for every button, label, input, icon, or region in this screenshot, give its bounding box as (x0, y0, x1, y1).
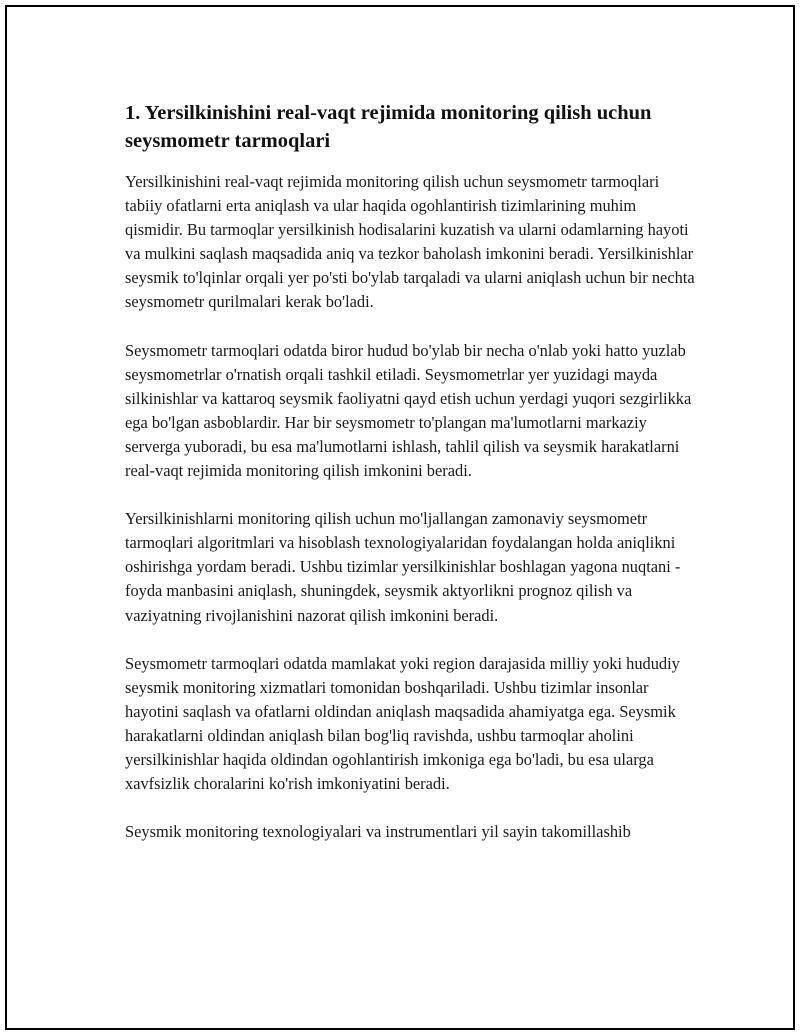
section-heading: 1. Yersilkinishini real-vaqt rejimida monitoring qilish uchun seysmometr tarmoqlari (125, 102, 652, 152)
document-body (118, 99, 698, 844)
paragraph-3: Yersilkinishlarni monitoring qilish uchun mo'ljallangan zamonaviy seysmometr tarmoqlari algoritmlari va hisoblash texnologiyalaridan foydalangan holda aniqlikni oshirishga yordam beradi. Ushbu tizimlar yersilkinishlar boshlagan yagona nuqtani - foyda manbasini aniqlash, shuningdek, seysmik aktyorlikni prognoz qilish va vaziyatning rivojlanishini nazorat qilish imkonini beradi. (125, 509, 681, 625)
paragraph-5: Seysmik monitoring texnologiyalari va instrumentlari yil sayin takomillashib (125, 822, 631, 842)
page-frame (5, 5, 795, 1030)
paragraph-4: Seysmometr tarmoqlari odatda mamlakat yoki region darajasida milliy yoki hududiy seysmik monitoring xizmatlari tomonidan boshqariladi. Ushbu tizimlar insonlar hayotini saqlash va ofatlarni oldindan aniqlash maqsadida ahamiyatga ega. Seysmik harakatlarni oldindan aniqlash bilan bog'liq ravishda, ushbu tarmoqlar aholini yersilkinishlar haqida oldindan ogohlantirish imkoniga ega bo'ladi, bu esa ularga xavfsizlik choralarini ko'rish imkoniyatini beradi. (125, 653, 680, 794)
paragraph-2: Seysmometr tarmoqlari odatda biror hudud bo'ylab bir necha o'nlab yoki hatto yuzlab seysmometrlar o'rnatish orqali tashkil etiladi. Seysmometrlar yer yuzidagi mayda silkinishlar va kattaroq seysmik faoliyatni qayd etish uchun yerdagi yuqori sezgirlikka ega bo'lgan asboblardir. Har bir seysmometr to'plangan ma'lumotlarni markaziy serverga yuboradi, bu esa ma'lumotlarni ishlash, tahlil qilish va seysmik harakatlarni real-vaqt rejimida monitoring qilish imkonini beradi. (125, 340, 692, 481)
paragraph-1: Yersilkinishini real-vaqt rejimida monitoring qilish uchun seysmometr tarmoqlari tabiiy ofatlarni erta aniqlash va ular haqida ogohlantirish tizimlarining muhim qismidir. Bu tarmoqlar yersilkinish hodisalarini kuzatish va ularni odamlarning hayoti va mulkini saqlash maqsadida aniq va tezkor baholash imkonini beradi. Yersilkinishlar seysmik to'lqinlar orqali yer po'sti bo'ylab tarqaladi va ularni aniqlash uchun bir nechta seysmometr qurilmalari kerak bo'ladi. (125, 172, 695, 312)
